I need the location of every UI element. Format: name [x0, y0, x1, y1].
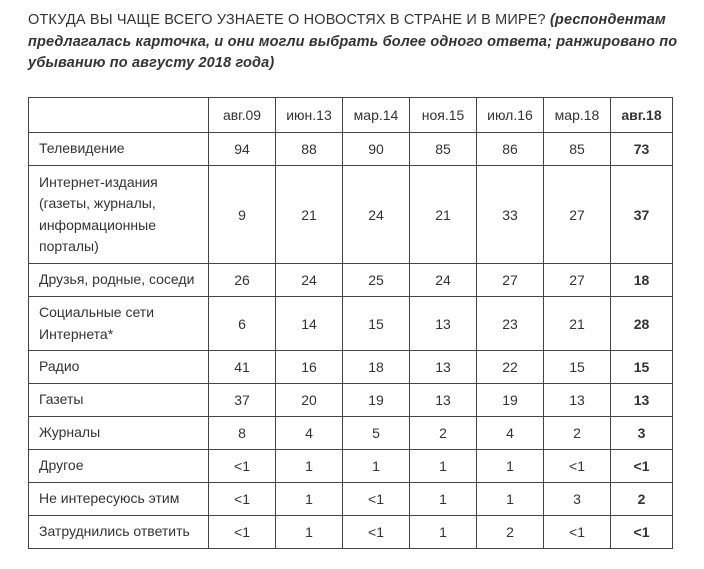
value-cell: 13 [410, 297, 477, 351]
value-cell: 21 [410, 166, 477, 264]
value-cell: 1 [477, 483, 544, 516]
value-cell: <1 [343, 516, 410, 549]
table-row [29, 351, 673, 384]
row-label: Друзья, родные, соседи [29, 264, 209, 297]
row-label: Газеты [29, 384, 209, 417]
row-label: Социальные сети Интернета* [29, 297, 209, 351]
header-cell-aug09: авг.09 [209, 98, 276, 133]
value-cell: 1 [276, 516, 343, 549]
value-cell: 85 [544, 133, 611, 166]
table-row [29, 133, 673, 166]
value-cell: 27 [477, 264, 544, 297]
value-cell: 2 [611, 483, 673, 516]
value-cell: 33 [477, 166, 544, 264]
value-cell: <1 [209, 450, 276, 483]
value-cell: <1 [611, 516, 673, 549]
value-cell: 1 [410, 450, 477, 483]
header-row [29, 98, 673, 133]
value-cell: 8 [209, 417, 276, 450]
value-cell: 3 [544, 483, 611, 516]
value-cell: 26 [209, 264, 276, 297]
value-cell: 2 [544, 417, 611, 450]
value-cell: 5 [343, 417, 410, 450]
value-cell: 4 [477, 417, 544, 450]
survey-note: (респондентам предлагалась карточка, и они могли выбрать более одного ответа; ранжировано по убыванию по августу 2018 года) [28, 12, 678, 71]
value-cell: 16 [276, 351, 343, 384]
value-cell: 85 [410, 133, 477, 166]
value-cell: <1 [343, 483, 410, 516]
value-cell: 88 [276, 133, 343, 166]
row-label: Другое [29, 450, 209, 483]
survey-question: ОТКУДА ВЫ ЧАЩЕ ВСЕГО УЗНАЕТЕ О НОВОСТЯХ В СТРАНЕ И В МИРЕ? [28, 12, 546, 28]
value-cell: 19 [343, 384, 410, 417]
value-cell: 1 [477, 450, 544, 483]
value-cell: 15 [343, 297, 410, 351]
value-cell: 13 [544, 384, 611, 417]
value-cell: 18 [611, 264, 673, 297]
table-row [29, 450, 673, 483]
value-cell: 21 [544, 297, 611, 351]
table-row [29, 166, 673, 264]
value-cell: 22 [477, 351, 544, 384]
header-cell-mar14: мар.14 [343, 98, 410, 133]
value-cell: 2 [410, 417, 477, 450]
value-cell: 19 [477, 384, 544, 417]
value-cell: 23 [477, 297, 544, 351]
row-label: Журналы [29, 417, 209, 450]
survey-heading [28, 10, 678, 75]
row-label: Интернет-издания (газеты, журналы, информационные порталы) [29, 166, 209, 264]
value-cell: 90 [343, 133, 410, 166]
value-cell: 20 [276, 384, 343, 417]
value-cell: 73 [611, 133, 673, 166]
table-row [29, 264, 673, 297]
value-cell: 1 [276, 450, 343, 483]
header-cell-jul16: июл.16 [477, 98, 544, 133]
header-cell-jun13: июн.13 [276, 98, 343, 133]
value-cell: 13 [410, 351, 477, 384]
value-cell: 41 [209, 351, 276, 384]
value-cell: <1 [544, 516, 611, 549]
header-cell-aug18: авг.18 [611, 98, 673, 133]
value-cell: 24 [276, 264, 343, 297]
value-cell: 37 [611, 166, 673, 264]
value-cell: 13 [410, 384, 477, 417]
table-row [29, 483, 673, 516]
value-cell: 28 [611, 297, 673, 351]
value-cell: 27 [544, 264, 611, 297]
value-cell: 1 [343, 450, 410, 483]
value-cell: 3 [611, 417, 673, 450]
table-row [29, 297, 673, 351]
value-cell: 13 [611, 384, 673, 417]
survey-results-table [28, 97, 673, 549]
value-cell: 15 [544, 351, 611, 384]
row-label: Затруднились ответить [29, 516, 209, 549]
value-cell: 86 [477, 133, 544, 166]
row-label: Радио [29, 351, 209, 384]
value-cell: 94 [209, 133, 276, 166]
value-cell: 37 [209, 384, 276, 417]
value-cell: 9 [209, 166, 276, 264]
value-cell: 24 [343, 166, 410, 264]
value-cell: 1 [410, 516, 477, 549]
value-cell: <1 [209, 516, 276, 549]
row-label: Не интересуюсь этим [29, 483, 209, 516]
value-cell: 24 [410, 264, 477, 297]
value-cell: <1 [611, 450, 673, 483]
value-cell: 2 [477, 516, 544, 549]
table-row [29, 384, 673, 417]
row-label: Телевидение [29, 133, 209, 166]
header-cell-mar18: мар.18 [544, 98, 611, 133]
header-cell-nov15: ноя.15 [410, 98, 477, 133]
header-cell-empty [29, 98, 209, 133]
value-cell: 1 [410, 483, 477, 516]
table-body [29, 133, 673, 549]
table-row [29, 417, 673, 450]
value-cell: 4 [276, 417, 343, 450]
value-cell: <1 [209, 483, 276, 516]
value-cell: 6 [209, 297, 276, 351]
value-cell: 25 [343, 264, 410, 297]
value-cell: 15 [611, 351, 673, 384]
value-cell: 1 [276, 483, 343, 516]
value-cell: 21 [276, 166, 343, 264]
table-row [29, 516, 673, 549]
value-cell: 27 [544, 166, 611, 264]
value-cell: 14 [276, 297, 343, 351]
value-cell: <1 [544, 450, 611, 483]
value-cell: 18 [343, 351, 410, 384]
